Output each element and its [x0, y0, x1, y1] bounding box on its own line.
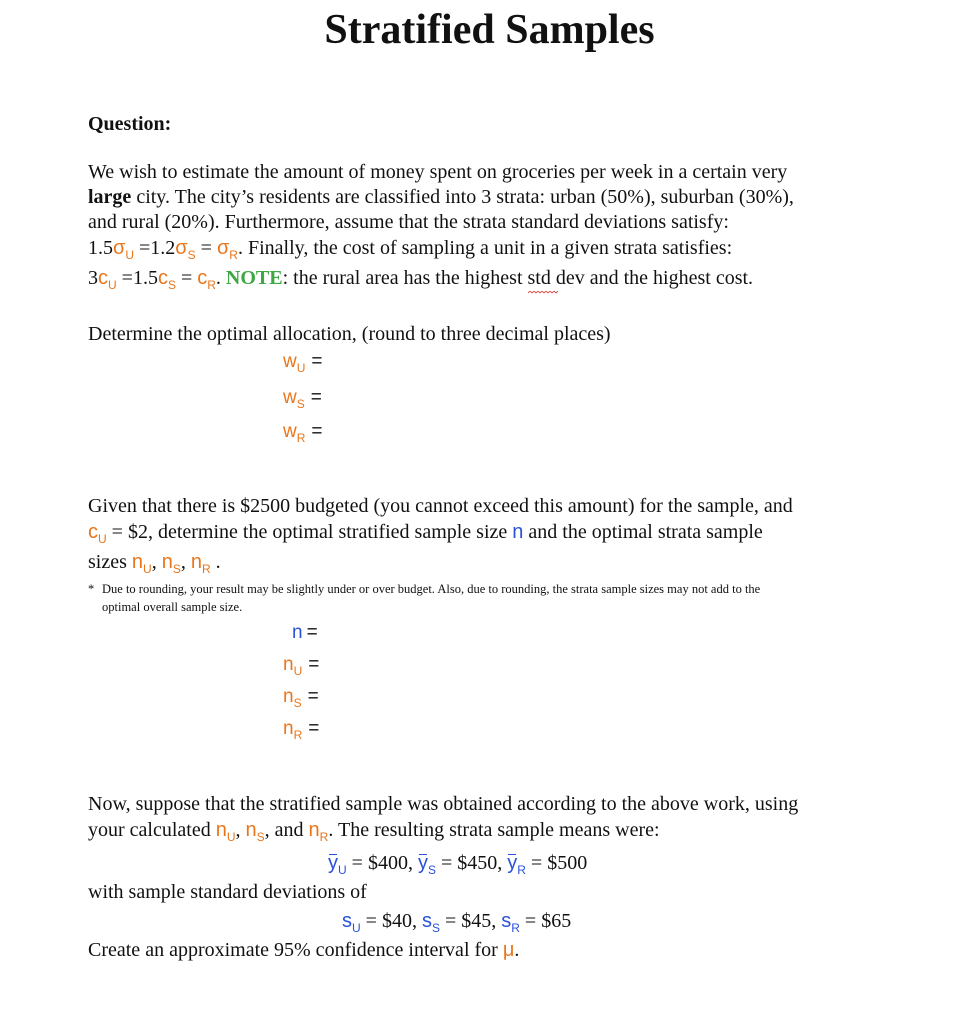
note-label: NOTE — [225, 267, 283, 289]
allocation-prompt: Determine the optimal allocation, (round to three decimal places) — [88, 323, 611, 345]
w-u-equation: $w_U$ = — [283, 351, 323, 375]
intro-line-3: and rural (20%). Furthermore, assume that the strata standard deviations satisfy: — [88, 211, 729, 233]
w-s-equation: $w_S$ = — [283, 387, 322, 411]
n-s-equation: $n_S$ = — [283, 686, 319, 710]
w-r-equation: $w_R$ = — [283, 421, 323, 445]
question-label: Question: — [88, 113, 172, 135]
ci-line-1: Now, suppose that the stratified sample was obtained according to the above work, using — [88, 793, 799, 815]
n-r-equation: $n_R$ = — [283, 718, 320, 742]
sd-intro: with sample standard deviations of — [88, 881, 367, 903]
n-equation: n = — [292, 622, 318, 643]
intro-line-1: We wish to estimate the amount of money spent on groceries per week in a certain very — [88, 161, 788, 183]
intro-line-2: large city. The city’s residents are classified into 3 strata: urban (50%), suburban (30%), — [88, 186, 794, 208]
cost-relation-line: $3c_U =1.5c_S = c_R$. NOTE: the rural area has the highest std dev and the highest cost. — [88, 267, 754, 292]
budget-line-2: $c_U$ = $2, determine the optimal stratified sample size n and the optimal strata sample — [88, 521, 763, 546]
spellcheck-squiggle — [528, 291, 558, 294]
sample-sds-line: $s_U$ = $40, $s_S$ = $45, $s_R$ = $65 — [342, 910, 572, 935]
ci-line-2: your calculated $n_U$, $n_S$, and $n_R$. The resulting strata sample means were: — [88, 819, 660, 844]
rounding-footnote: * Due to rounding, your result may be slightly under or over budget. Also, due to rounding, the strata sample sizes may not add to the optimal overall sample size. — [88, 582, 761, 614]
sample-means-line: $y_U$ = $400, $y_S$ = $450, $y_R$ = $500 — [328, 852, 588, 877]
budget-line-3: sizes $n_U$, $n_S$, $n_R$ . — [88, 551, 221, 576]
spellcheck-std: std — [528, 266, 551, 291]
intro-bold-large: large — [88, 186, 132, 208]
n-u-equation: $n_U$ = — [283, 654, 320, 678]
sigma-relation-line: $1.5\sigma_U =1.2\sigma_S = \sigma_R$. Finally, the cost of sampling a unit in a given strata satisfies: — [88, 237, 733, 262]
ci-final-prompt: Create an approximate 95% confidence interval for μ. — [88, 939, 520, 961]
budget-line-1: Given that there is $2500 budgeted (you cannot exceed this amount) for the sample, and — [88, 495, 793, 517]
page-title: Stratified Samples — [324, 7, 655, 53]
